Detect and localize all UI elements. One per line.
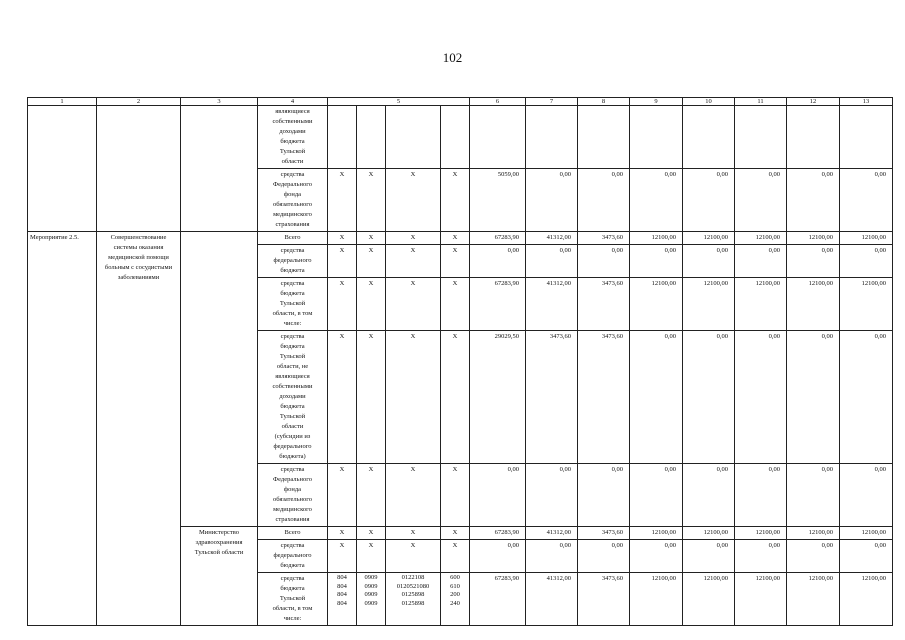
budget-code: X [357,540,386,573]
amount: 67283,90 [470,278,526,331]
column-number-8: 8 [578,98,630,106]
amount: 0,00 [787,331,840,464]
empty-cell [328,106,357,169]
funding-source: Всего [258,232,328,245]
amount: 0,00 [683,540,735,573]
amount: 0,00 [840,245,893,278]
budget-code: 600 610 200 240 [441,573,470,626]
budget-code: X [328,331,357,464]
budget-code: X [328,169,357,232]
amount: 0,00 [578,169,630,232]
amount: 0,00 [578,464,630,527]
amount: 0,00 [470,540,526,573]
amount: 12100,00 [787,278,840,331]
amount: 0,00 [683,464,735,527]
amount: 12100,00 [735,232,787,245]
amount: 0,00 [526,245,578,278]
amount: 3473,60 [578,278,630,331]
amount: 12100,00 [683,527,735,540]
amount: 12100,00 [630,232,683,245]
column-number-10: 10 [683,98,735,106]
budget-code: X [386,540,441,573]
amount: 3473,60 [578,331,630,464]
amount: 12100,00 [787,527,840,540]
budget-code: X [328,245,357,278]
amount: 0,00 [840,540,893,573]
budget-code: 804 804 804 804 [328,573,357,626]
col1-empty [28,106,97,232]
budget-code: X [386,278,441,331]
column-number-6: 6 [470,98,526,106]
amount: 41312,00 [526,278,578,331]
header-row [28,98,893,106]
amount: 12100,00 [787,573,840,626]
budget-code: X [441,169,470,232]
budget-code: X [386,169,441,232]
amount: 12100,00 [735,527,787,540]
funding-source: средства Федерального фонда обязательного медицинского страхования [258,169,328,232]
budget-code: X [357,245,386,278]
amount: 0,00 [630,169,683,232]
amount: 0,00 [526,169,578,232]
column-number-7: 7 [526,98,578,106]
empty-cell [470,106,526,169]
amount: 5059,00 [470,169,526,232]
budget-code: X [386,232,441,245]
budget-code: 0909 0909 0909 0909 [357,573,386,626]
amount: 0,00 [683,331,735,464]
funding-source: средства бюджета Тульской области, не являющиеся собственными доходами бюджета Тульской области (субсидии из федерального бюджета) [258,331,328,464]
amount: 41312,00 [526,232,578,245]
budget-code: X [328,527,357,540]
amount: 12100,00 [630,573,683,626]
budget-code: X [328,540,357,573]
empty-cell [578,106,630,169]
amount: 0,00 [735,540,787,573]
page-number: 102 [442,50,463,65]
budget-code: X [328,232,357,245]
empty-cell [840,106,893,169]
budget-code: X [386,464,441,527]
amount: 12100,00 [840,278,893,331]
budget-code: X [357,527,386,540]
col2-empty [97,106,181,232]
funding-source: средства бюджета Тульской области, в том числе: [258,278,328,331]
budget-code: X [386,331,441,464]
empty-cell [386,106,441,169]
table-row [28,106,893,169]
budget-code: X [357,232,386,245]
funding-source: средства бюджета Тульской области, в том числе: [258,573,328,626]
measure-title: Совершенствование системы оказания медицинской помощи больным с сосудистыми заболеваниями [97,232,181,626]
amount: 12100,00 [683,278,735,331]
column-number-2: 2 [97,98,181,106]
amount: 0,00 [630,464,683,527]
budget-code: X [386,245,441,278]
amount: 12100,00 [840,527,893,540]
amount: 12100,00 [735,573,787,626]
funding-source: средства Федерального фонда обязательного медицинского страхования [258,464,328,527]
amount: 0,00 [630,540,683,573]
measure-label: Мероприятие 2.5. [28,232,97,626]
amount: 3473,60 [578,527,630,540]
amount: 0,00 [840,331,893,464]
funding-source: средства федерального бюджета [258,245,328,278]
budget-code: X [441,232,470,245]
amount: 12100,00 [683,232,735,245]
budget-code: X [357,169,386,232]
amount: 0,00 [735,169,787,232]
column-number-3: 3 [181,98,258,106]
budget-code: 0122108 0120521080 0125898 0125898 [386,573,441,626]
empty-cell [357,106,386,169]
amount: 67283,90 [470,527,526,540]
amount: 0,00 [630,331,683,464]
amount: 0,00 [787,169,840,232]
amount: 3473,60 [526,331,578,464]
amount: 0,00 [787,245,840,278]
budget-code: X [441,331,470,464]
column-number-4: 4 [258,98,328,106]
amount: 29029,50 [470,331,526,464]
column-number-12: 12 [787,98,840,106]
amount: 0,00 [578,245,630,278]
funding-source: Всего [258,527,328,540]
amount: 67283,90 [470,573,526,626]
empty-cell [441,106,470,169]
empty-cell [787,106,840,169]
funding-source: средства федерального бюджета [258,540,328,573]
amount: 12100,00 [840,232,893,245]
budget-code: X [357,331,386,464]
amount: 0,00 [840,464,893,527]
amount: 0,00 [526,464,578,527]
amount: 0,00 [735,331,787,464]
budget-code: X [441,527,470,540]
column-number-9: 9 [630,98,683,106]
budget-code: X [328,464,357,527]
budget-table [27,97,893,626]
empty-cell [526,106,578,169]
funding-source: являющиеся собственными доходами бюджета Тульской области [258,106,328,169]
amount: 0,00 [735,464,787,527]
amount: 12100,00 [630,527,683,540]
empty-cell [683,106,735,169]
executor: Министерство здравоохранения Тульской области [181,527,258,626]
executor-empty [181,232,258,527]
amount: 41312,00 [526,527,578,540]
budget-code: X [357,278,386,331]
col3-empty [181,106,258,232]
amount: 0,00 [683,245,735,278]
amount: 12100,00 [735,278,787,331]
budget-code: X [441,278,470,331]
amount: 3473,60 [578,232,630,245]
amount: 3473,60 [578,573,630,626]
amount: 0,00 [526,540,578,573]
column-number-5: 5 [328,98,470,106]
amount: 12100,00 [683,573,735,626]
amount: 12100,00 [840,573,893,626]
amount: 0,00 [470,464,526,527]
budget-code: X [328,278,357,331]
amount: 12100,00 [630,278,683,331]
amount: 41312,00 [526,573,578,626]
amount: 0,00 [578,540,630,573]
empty-cell [630,106,683,169]
budget-code: X [386,527,441,540]
budget-code: X [441,540,470,573]
amount: 0,00 [840,169,893,232]
empty-cell [735,106,787,169]
amount: 0,00 [683,169,735,232]
amount: 12100,00 [787,232,840,245]
budget-code: X [357,464,386,527]
amount: 67283,90 [470,232,526,245]
amount: 0,00 [787,464,840,527]
budget-code: X [441,464,470,527]
table-row [28,232,893,245]
amount: 0,00 [787,540,840,573]
budget-code: X [441,245,470,278]
amount: 0,00 [735,245,787,278]
column-number-1: 1 [28,98,97,106]
column-number-13: 13 [840,98,893,106]
column-number-11: 11 [735,98,787,106]
amount: 0,00 [470,245,526,278]
amount: 0,00 [630,245,683,278]
